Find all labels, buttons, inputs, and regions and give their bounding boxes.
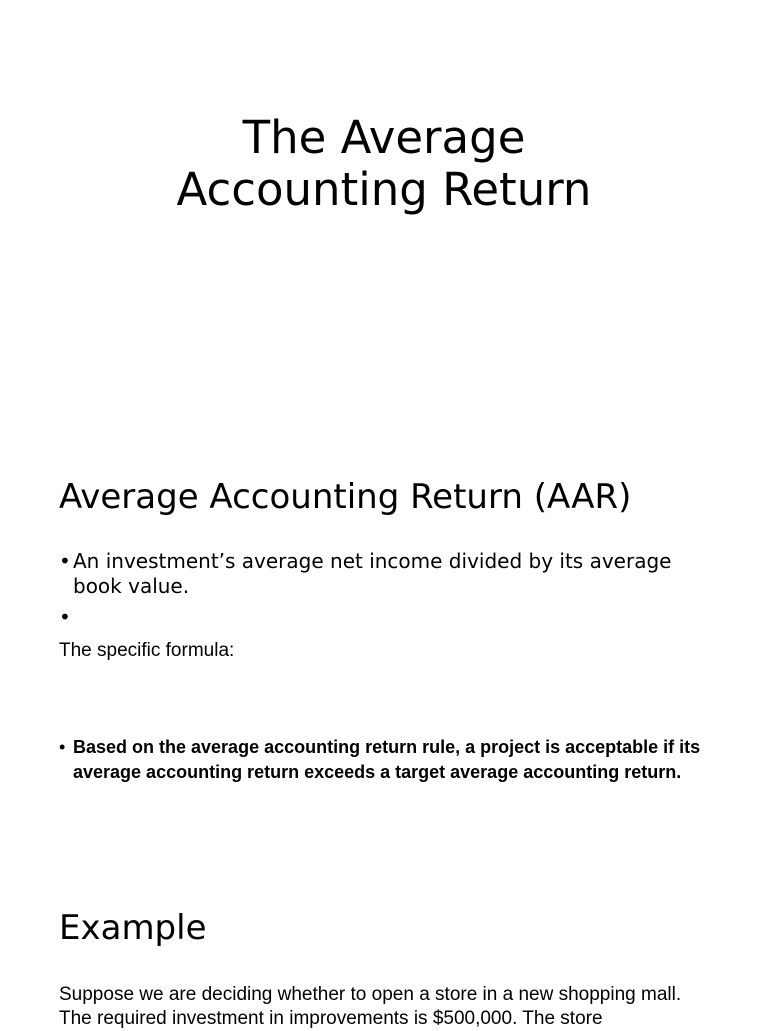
formula-label: The specific formula: [59, 640, 235, 661]
bullet-rule-text: Based on the average accounting return rule, a project is acceptable if its average accounting return exceeds a target average accounting return. [73, 737, 701, 782]
bullet-definition-text: An investment’s average net income divided by its average book value. [73, 549, 672, 598]
bullet-empty [59, 605, 719, 630]
title-line-2: Accounting Return [176, 163, 592, 216]
bullet-marker: • [59, 605, 71, 629]
example-heading: Example [59, 908, 207, 948]
title-line-1: The Average [242, 111, 526, 164]
aar-heading: Average Accounting Return (AAR) [59, 477, 632, 517]
bullet-marker: • [59, 549, 71, 573]
bullet-rule [59, 735, 719, 784]
slide-title [0, 112, 768, 216]
bullet-definition [59, 549, 719, 599]
bullet-marker: • [59, 737, 66, 757]
bullet-empty-text [73, 605, 719, 630]
example-body: Suppose we are deciding whether to open a store in a new shopping mall. The required investment in improvements is $500,000. The store [59, 984, 682, 1029]
